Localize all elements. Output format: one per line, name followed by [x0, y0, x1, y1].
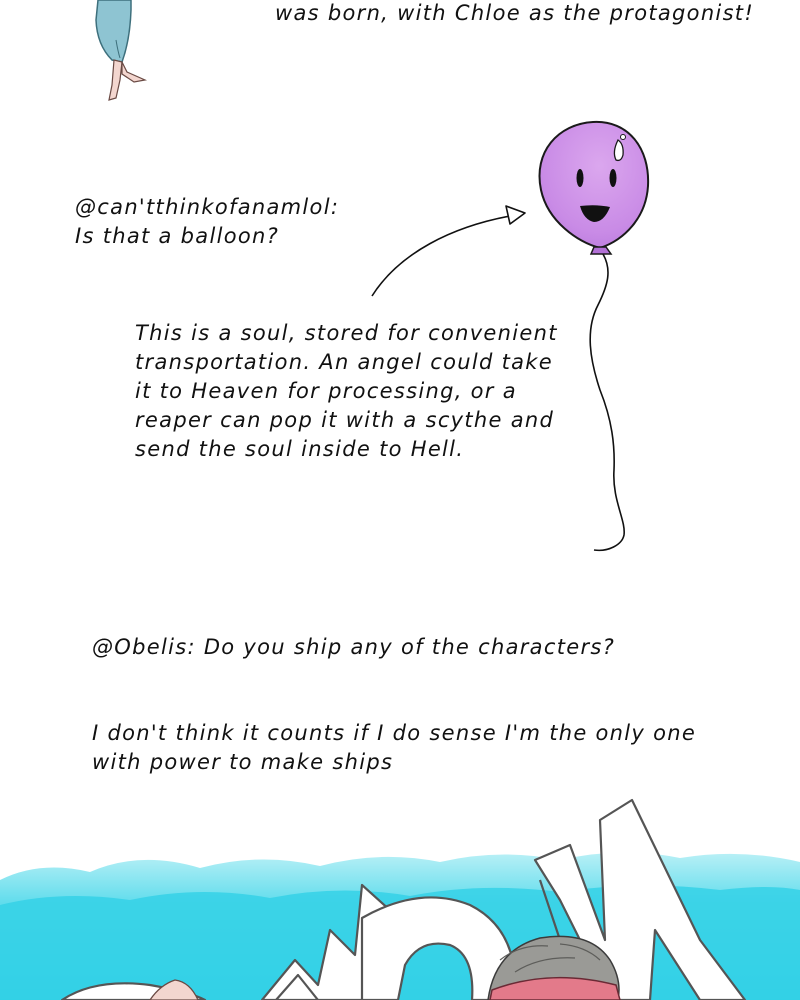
answer-1-line: send the soul inside to Hell.: [135, 437, 465, 461]
top-caption: was born, with Chloe as the protagonist!: [275, 1, 755, 25]
character-legs: [96, 0, 145, 100]
answer-1-line: it to Heaven for processing, or a: [135, 379, 517, 403]
pointer-arrow: [372, 206, 525, 296]
answer-2: [92, 719, 696, 777]
answer-1-line: reaper can pop it with a scythe and: [135, 408, 555, 432]
question-2: @Obelis: Do you ship any of the characters?: [92, 635, 616, 659]
question-1-text: Is that a balloon?: [75, 224, 280, 248]
answer-2-line: I don't think it counts if I do sense I'm the only one: [92, 721, 697, 745]
balloon-string: [590, 254, 624, 550]
answer-1: [135, 319, 558, 464]
question-1: [75, 193, 339, 251]
soul-balloon: [540, 122, 649, 254]
answer-2-line: with power to make ships: [92, 750, 394, 774]
answer-1-line: transportation. An angel could take: [135, 350, 553, 374]
question-1-asker: @can'tthinkofanamlol:: [75, 195, 340, 219]
answer-1-line: This is a soul, stored for convenient: [135, 321, 558, 345]
